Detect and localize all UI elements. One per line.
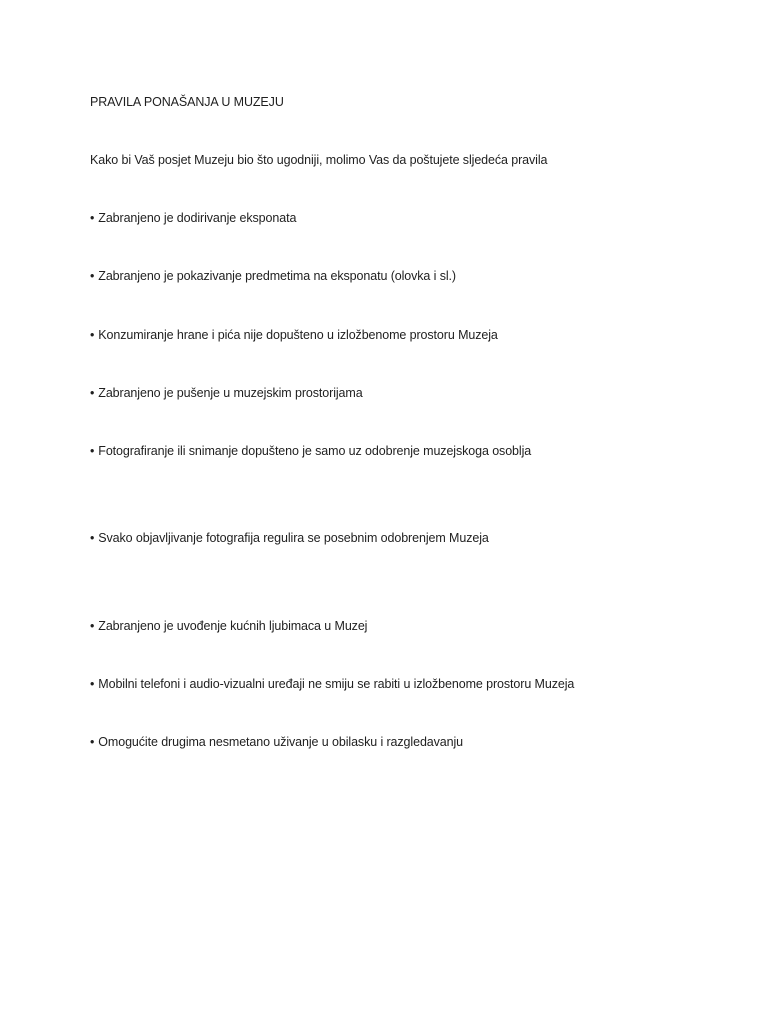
rule-text: Zabranjeno je pušenje u muzejskim prostorijama [98, 386, 363, 400]
rule-text: Mobilni telefoni i audio-vizualni uređaji ne smiju se rabiti u izložbenome prostoru Muzeja [98, 677, 575, 691]
rule-item [90, 530, 489, 546]
bullet: • [90, 677, 95, 691]
rule-item [90, 385, 363, 401]
bullet: • [90, 619, 95, 633]
rule-text: Fotografiranje ili snimanje dopušteno je samo uz odobrenje muzejskoga osoblja [98, 444, 532, 458]
rule-item [90, 210, 296, 226]
rule-item [90, 327, 498, 343]
rule-text: Omogućite drugima nesmetano uživanje u obilasku i razgledavanju [98, 735, 464, 749]
rule-text: Konzumiranje hrane i pića nije dopušteno u izložbenome prostoru Muzeja [98, 328, 498, 342]
bullet: • [90, 735, 95, 749]
bullet: • [90, 269, 95, 283]
rule-item [90, 268, 456, 284]
bullet: • [90, 386, 95, 400]
rule-text: Zabranjeno je pokazivanje predmetima na eksponatu (olovka i sl.) [98, 269, 456, 283]
rule-text: Zabranjeno je uvođenje kućnih ljubimaca u Muzej [98, 619, 368, 633]
rule-text: Svako objavljivanje fotografija regulira se posebnim odobrenjem Muzeja [98, 531, 489, 545]
intro-text: Kako bi Vaš posjet Muzeju bio što ugodniji, molimo Vas da poštujete sljedeća pravila [90, 153, 548, 167]
rule-item [90, 618, 367, 634]
document-title: PRAVILA PONAŠANJA U MUZEJU [90, 95, 284, 109]
bullet: • [90, 211, 95, 225]
rule-text: Zabranjeno je dodirivanje eksponata [98, 211, 297, 225]
rule-item [90, 443, 531, 459]
bullet: • [90, 531, 95, 545]
bullet: • [90, 444, 95, 458]
rule-item [90, 676, 574, 692]
rule-item [90, 734, 463, 750]
bullet: • [90, 328, 95, 342]
